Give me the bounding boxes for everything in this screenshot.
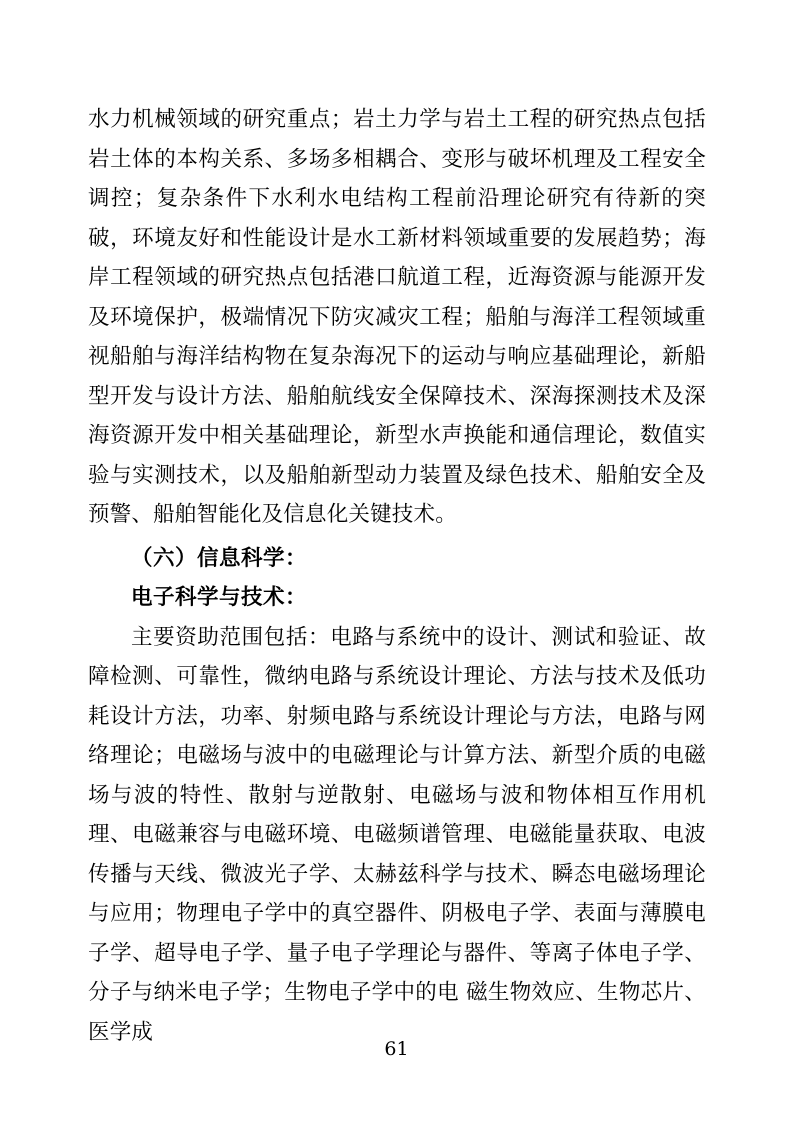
body-paragraph-2: 主要资助范围包括：电路与系统中的设计、测试和验证、故障检测、可靠性，微纳电路与系统设计理论、方法与技术及低功耗设计方法，功率、射频电路与系统设计理论与方法，电路与网络理论；电磁场与波中的电磁理论与计算方法、新型介质的电磁场与波的特性、散射与逆散射、电磁场与波和物体相互作用机理、电磁兼容与电磁环境、电磁频谱管理、电磁能量获取、电波传播与天线、微波光子学、太赫兹科学与技术、瞬态电磁场理论与应用；物理电子学中的真空器件、阴极电子学、表面与薄膜电子学、超导电子学、量子电子学理论与器件、等离子体电子学、分子与纳米电子学；生物电子学中的电 磁生物效应、生物芯片、医学成 bbox=[88, 624, 706, 1045]
page-number: 61 bbox=[384, 1038, 409, 1060]
subsection-heading: 电子科学与技术： bbox=[131, 585, 308, 610]
section-heading: （六）信息科学： bbox=[131, 545, 308, 571]
body-paragraph-1: 水力机械领域的研究重点；岩土力学与岩土工程的研究热点包括岩土体的本构关系、多场多相耦合、变形与破坏机理及工程安全调控；复杂条件下水利水电结构工程前沿理论研究有待新的突破，环境友好和性能设计是水工新材料领域重要的发展趋势；海岸工程领域的研究热点包括港口航道工程，近海资源与能源开发及环境保护，极端情况下防灾减灾工程；船舶与海洋工程领域重视船舶与海洋结构物在复杂海况下的运动与响应基础理论，新船型开发与设计方法、船舶航线安全保障技术、深海探测技术及深海资源开发中相关基础理论，新型水声换能和通信理论，数值实验与实测技术，以及船舶新型动力装置及绿色技术、船舶安全及预警、船舶智能化及信息化关键技术。 bbox=[88, 107, 706, 527]
page-content bbox=[88, 100, 706, 1052]
